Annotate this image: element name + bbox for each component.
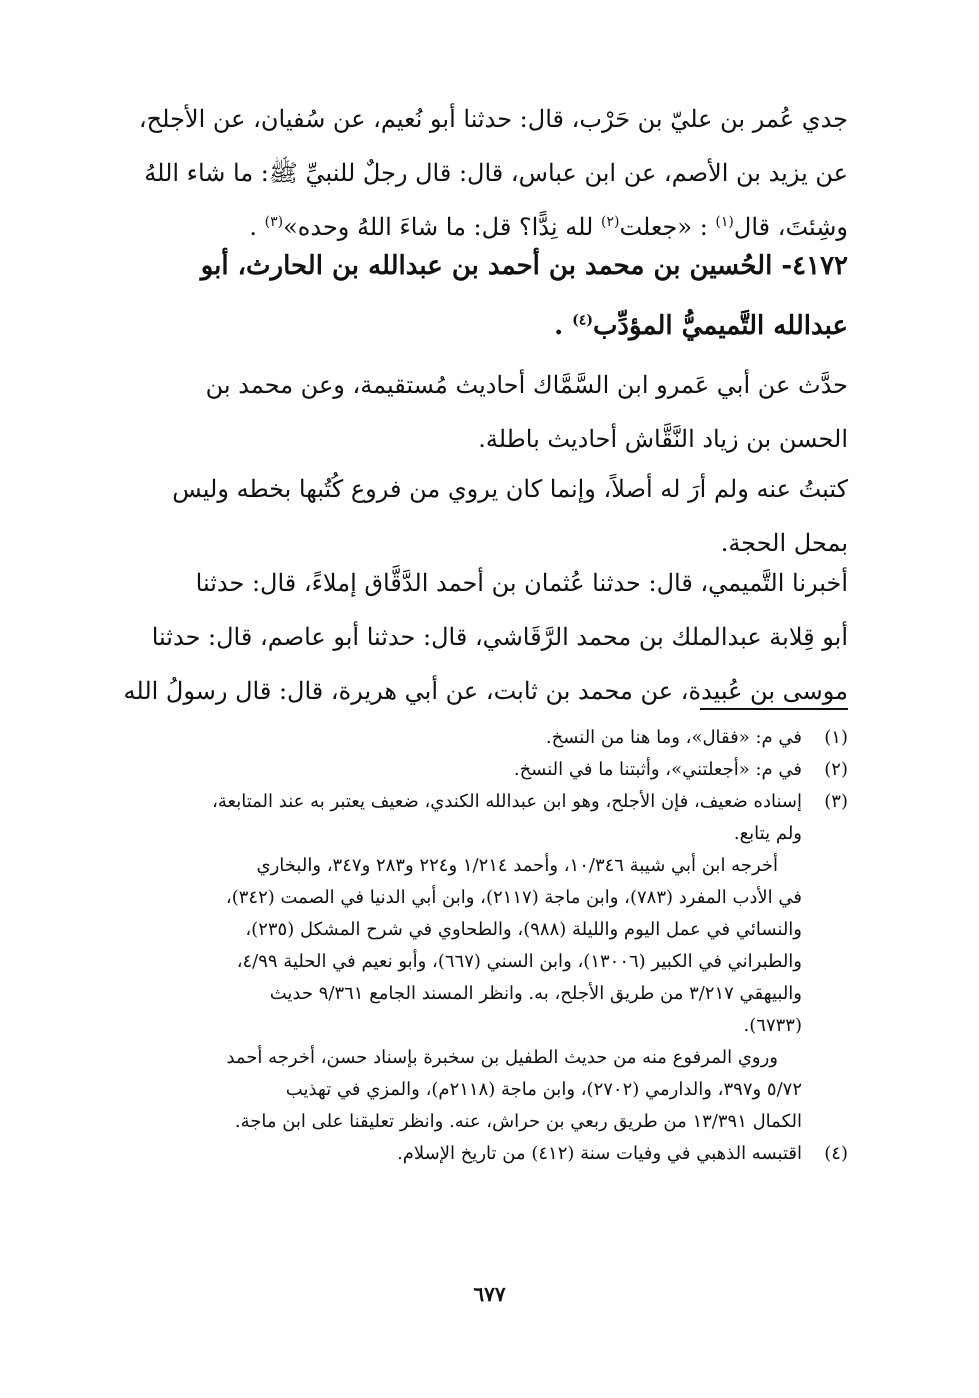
- footnote-line: والبيهقي ٣/٢١٧ من طريق الأجلح، به. وانظر المسند الجامع ٩/٣٦١ حديث: [269, 983, 802, 1004]
- text-line: الحسن بن زياد النَّقَّاش أحاديث باطلة.: [478, 425, 848, 453]
- entry-heading: [120, 236, 848, 356]
- footnote-ref-2[interactable]: (٢): [601, 214, 620, 230]
- footnote-ref-4[interactable]: (٤): [572, 312, 593, 329]
- heading-segment: عبدالله التَّميميُّ المؤدِّب: [592, 311, 848, 341]
- footnote-line: والنسائي في عمل اليوم والليلة (٩٨٨)، والطحاوي في شرح المشكل (٢٣٥)،: [245, 919, 802, 940]
- narration-paragraph-2: [120, 358, 848, 466]
- text-segment: : «جعلت: [619, 213, 716, 241]
- text-segment: لله نِدًّا؟ قل: ما شاءَ اللهُ وحده»: [283, 213, 601, 241]
- footnote-line: والطبراني في الكبير (١٣٠٠٦)، وابن السني (٦٦٧)، وأبو نعيم في الحلية ٤/٩٩،: [236, 951, 802, 972]
- text-segment: .: [249, 213, 265, 241]
- footnote-number: (٤): [824, 1143, 848, 1164]
- text-line: كتبتُ عنه ولم أرَ له أصلاً، وإنما كان يروي من فروع كُتُبها بخطه وليس: [172, 475, 848, 503]
- narration-paragraph-1: [120, 92, 848, 254]
- text-line: بمحل الحجة.: [720, 529, 848, 557]
- footnote-line: [120, 850, 848, 882]
- page-number: ٦٧٧: [473, 1282, 506, 1306]
- text-line: أبو قِلابة عبدالملك بن محمد الرَّقَاشي، قال: حدثنا أبو عاصم، قال: حدثنا: [151, 623, 848, 651]
- footnote-number: (٢): [824, 759, 848, 780]
- footnote-number: (٣): [824, 791, 848, 812]
- footnote-2: [120, 754, 848, 786]
- heading-segment: .: [554, 311, 573, 341]
- text-line: حدَّث عن أبي عَمرو ابن السَّمَّاك أحاديث مُستقيمة، وعن محمد بن: [205, 371, 848, 399]
- footnote-text: في م: «أجعلتني»، وأثبتنا ما في النسخ.: [513, 759, 802, 780]
- narration-paragraph-4: [120, 556, 848, 718]
- footnote-separator: [700, 708, 848, 710]
- text-line: موسى بن عُبيدة، عن محمد بن ثابت، عن أبي هريرة، قال: قال رسولُ الله: [123, 677, 848, 705]
- footnote-line: [120, 1042, 848, 1074]
- text-line: عن يزيد بن الأصم، عن ابن عباس، قال: قال رجلٌ للنبيِّ ﷺ: ما شاء اللهُ: [144, 159, 848, 187]
- footnote-1: [120, 722, 848, 754]
- footnote-text: اقتبسه الذهبي في وفيات سنة (٤١٢) من تاريخ الإسلام.: [397, 1143, 802, 1164]
- narration-paragraph-3: [120, 462, 848, 570]
- footnote-text: إسناده ضعيف، فإن الأجلح، وهو ابن عبدالله الكندي، ضعيف يعتبر به عند المتابعة،: [212, 791, 802, 812]
- footnote-3: [120, 786, 848, 818]
- footnote-line: الكمال ١٣/٣٩١ من طريق ربعي بن حراش، عنه. وانظر تعليقنا على ابن ماجة.: [234, 1111, 802, 1132]
- text-segment: وشِئتَ، قال: [733, 213, 848, 241]
- text-line: جدي عُمر بن عليّ بن حَرْب، قال: حدثنا أبو نُعيم، عن سُفيان، عن الأجلح،: [138, 105, 848, 133]
- footnote-line-text: أخرجه ابن أبي شيبة ١٠/٣٤٦، وأحمد ١/٢١٤ و٢٢٤ و٢٨٣ و٣٤٧، والبخاري: [256, 855, 778, 876]
- footnote-line-text: وروي المرفوع منه من حديث الطفيل بن سخبرة بإسناد حسن، أخرجه أحمد: [226, 1047, 778, 1068]
- footnote-4: [120, 1138, 848, 1170]
- footnote-line: ٥/٧٢ و٣٩٧، والدارمي (٢٧٠٢)، وابن ماجة (٢١١٨م)، والمزي في تهذيب: [285, 1079, 802, 1100]
- entry-heading-line: [120, 296, 848, 356]
- footnotes: [120, 722, 848, 1170]
- footnote-number: (١): [824, 727, 848, 748]
- footnote-line: (٦٧٣٣).: [743, 1015, 802, 1036]
- footnote-ref-1[interactable]: (١): [715, 214, 734, 230]
- footnote-ref-3[interactable]: (٣): [264, 214, 284, 230]
- footnote-line: في الأدب المفرد (٧٨٣)، وابن ماجة (٢١١٧)، وابن أبي الدنيا في الصمت (٣٤٢)،: [225, 887, 802, 908]
- entry-heading-line: ٤١٧٢- الحُسين بن محمد بن أحمد بن عبدالله بن الحارث، أبو: [200, 251, 848, 281]
- footnote-line: ولم يتابع.: [733, 823, 802, 844]
- footnote-text: في م: «فقال»، وما هنا من النسخ.: [545, 727, 802, 748]
- text-line: أخبرنا التَّميمي، قال: حدثنا عُثمان بن أحمد الدَّقَّاق إملاءً، قال: حدثنا: [195, 569, 848, 597]
